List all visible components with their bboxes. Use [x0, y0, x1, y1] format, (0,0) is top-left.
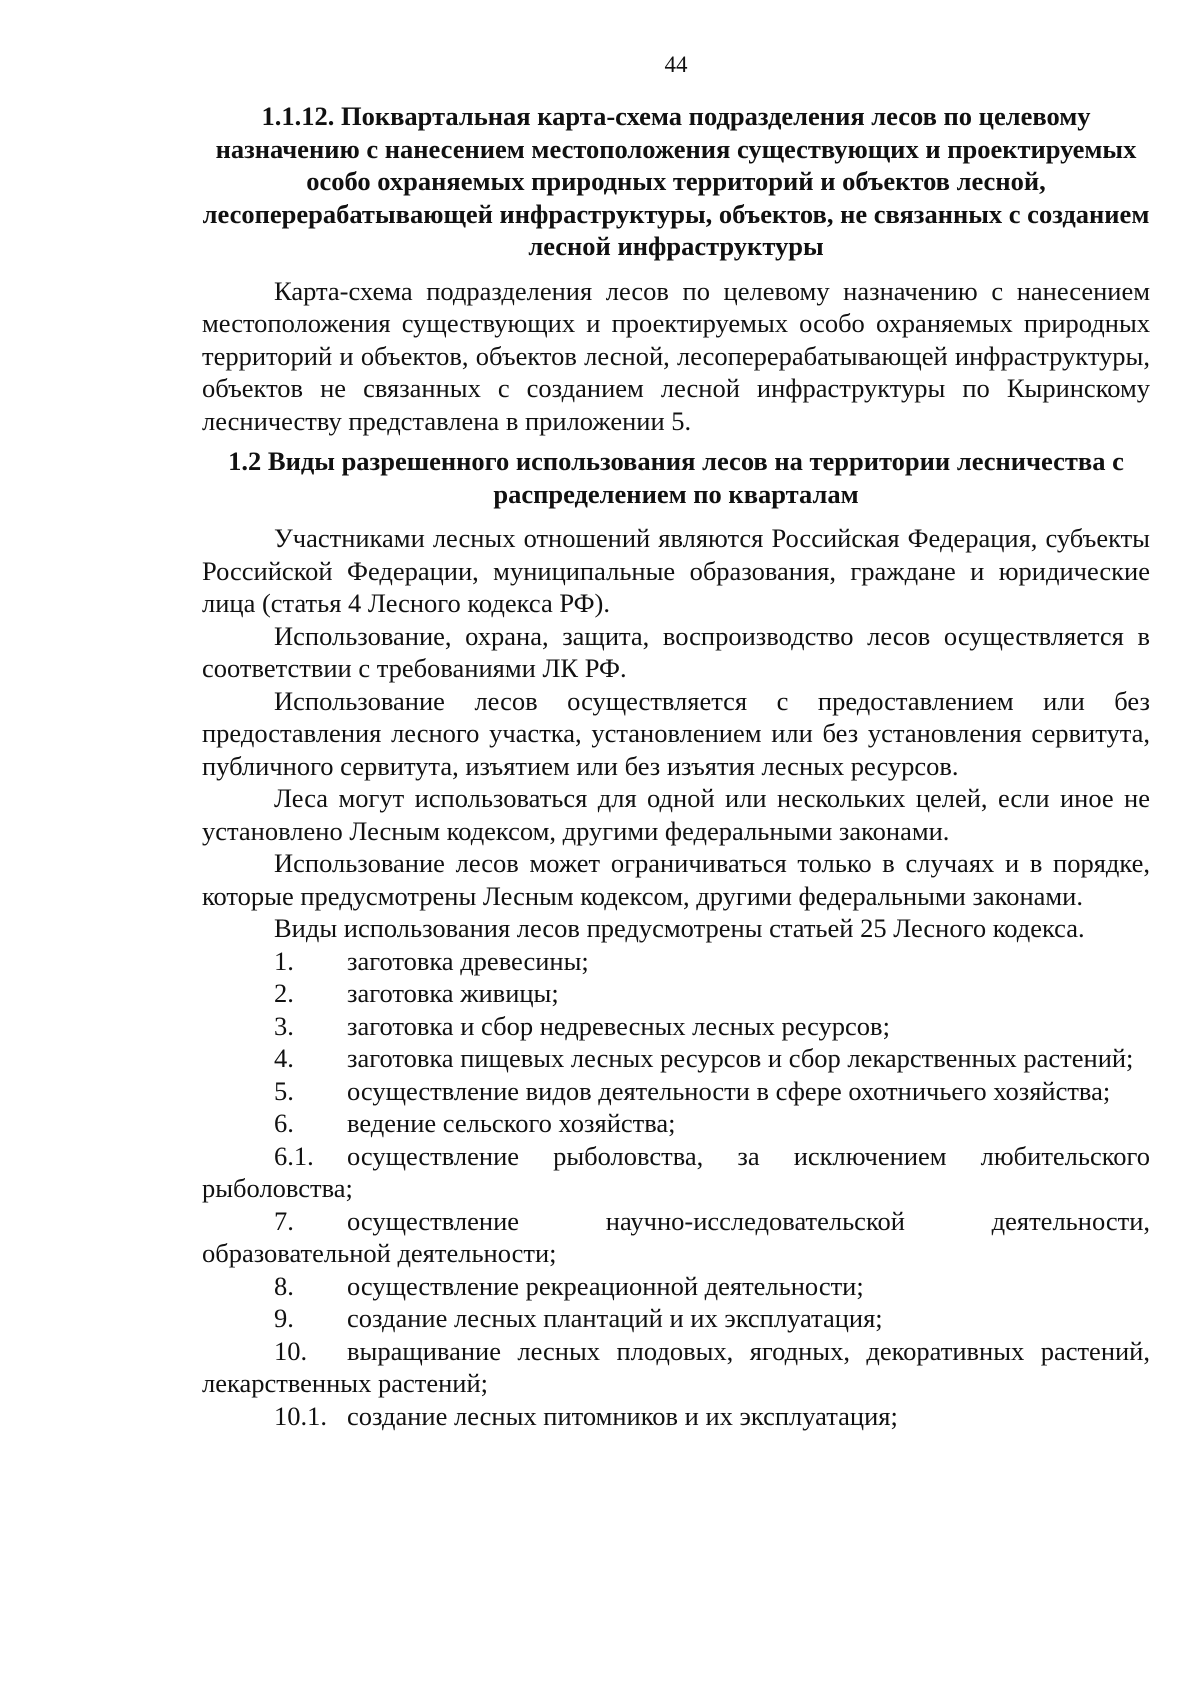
page-number: 44 — [664, 52, 688, 77]
section-heading-1-2: 1.2 Виды разрешенного использования лесов на территории лесничества с распределением по кварталам — [228, 446, 1124, 509]
list-item-text: осуществление научно-исследовательской деятельности, образовательной деятельности; — [202, 1205, 1150, 1268]
list-item — [202, 1140, 1150, 1205]
list-item-text: выращивание лесных плодовых, ягодных, декоративных растений, лекарственных растений; — [202, 1335, 1150, 1398]
list-item-number: 5. — [274, 1075, 294, 1106]
list-item-number: 7. — [274, 1205, 294, 1236]
list-item — [202, 1042, 1150, 1075]
list-item-text: заготовка пищевых лесных ресурсов и сбор лекарственных растений; — [347, 1043, 1134, 1073]
list-item-text: ведение сельского хозяйства; — [347, 1108, 676, 1138]
list-item-text: создание лесных питомников и их эксплуатация; — [347, 1400, 898, 1431]
list-item-number: 9. — [274, 1303, 294, 1333]
list-item — [202, 1270, 1150, 1303]
list-item-text: осуществление рекреационной деятельности; — [347, 1270, 864, 1301]
list-item-number: 10.1. — [274, 1400, 327, 1431]
list-item — [202, 1010, 1150, 1043]
list-item-number: 6.1. — [274, 1140, 314, 1171]
list-item-text: осуществление рыболовства, за исключением любительского рыболовства; — [202, 1140, 1150, 1203]
list-item-number: 8. — [274, 1270, 294, 1301]
list-item-text: осуществление видов деятельности в сфере охотничьего хозяйства; — [347, 1075, 1111, 1106]
list-item-number: 6. — [274, 1108, 294, 1138]
section-heading-1-1-12: 1.1.12. Поквартальная карта-схема подразделения лесов по целевому назначению с нанесением местоположения существующих и проектируемых особо охраняемых природных территорий и объектов лесной, лесоперерабатывающей инфраструктуры, объектов, не связанных с созданием лесной инфраструктуры — [202, 101, 1150, 261]
forest-use-types-list — [202, 945, 1150, 1433]
list-item-number: 10. — [274, 1335, 308, 1366]
section-paragraph: Участниками лесных отношений являются Российская Федерация, субъекты Российской Федерации, муниципальные образования, граждане и юридические лица (статья 4 Лесного кодекса РФ). — [202, 523, 1150, 618]
section-paragraph: Виды использования лесов предусмотрены статьей 25 Лесного кодекса. — [274, 913, 1085, 943]
list-item — [202, 1400, 1150, 1433]
document-page — [202, 52, 1150, 1432]
list-item — [202, 1335, 1150, 1400]
list-item — [202, 1205, 1150, 1270]
list-item-text: заготовка живицы; — [347, 978, 559, 1008]
list-item-number: 1. — [274, 945, 294, 976]
list-item-text: создание лесных плантаций и их эксплуатация; — [347, 1303, 883, 1333]
list-item-text: заготовка древесины; — [347, 945, 589, 976]
list-item — [202, 1075, 1150, 1108]
list-item-text: заготовка и сбор недревесных лесных ресурсов; — [347, 1010, 890, 1041]
section-paragraph: Использование, охрана, защита, воспроизводство лесов осуществляется в соответствии с требованиями ЛК РФ. — [202, 620, 1150, 683]
section-paragraph: Леса могут использоваться для одной или нескольких целей, если иное не установлено Лесным кодексом, другими федеральными законами. — [202, 783, 1150, 846]
section-paragraph: Карта-схема подразделения лесов по целевому назначению с нанесением местоположения существующих и проектируемых особо охраняемых природных территорий и объектов, объектов лесной, лесоперерабатывающей инфраструктуры, объектов не связанных с созданием лесной инфраструктуры по Кыринскому лесничеству представлена в приложении 5. — [202, 275, 1150, 436]
list-item — [202, 1107, 1150, 1140]
list-item — [202, 977, 1150, 1010]
list-item-number: 4. — [274, 1043, 294, 1073]
list-item-number: 3. — [274, 1010, 294, 1041]
list-item — [202, 1302, 1150, 1335]
section-paragraph: Использование лесов осуществляется с предоставлением или без предоставления лесного участка, установлением или без установления сервитута, публичного сервитута, изъятием или без изъятия лесных ресурсов. — [202, 685, 1150, 781]
section-paragraph: Использование лесов может ограничиваться только в случаях и в порядке, которые предусмотрены Лесным кодексом, другими федеральными законами. — [202, 848, 1150, 911]
list-item-number: 2. — [274, 978, 294, 1008]
list-item — [202, 945, 1150, 978]
